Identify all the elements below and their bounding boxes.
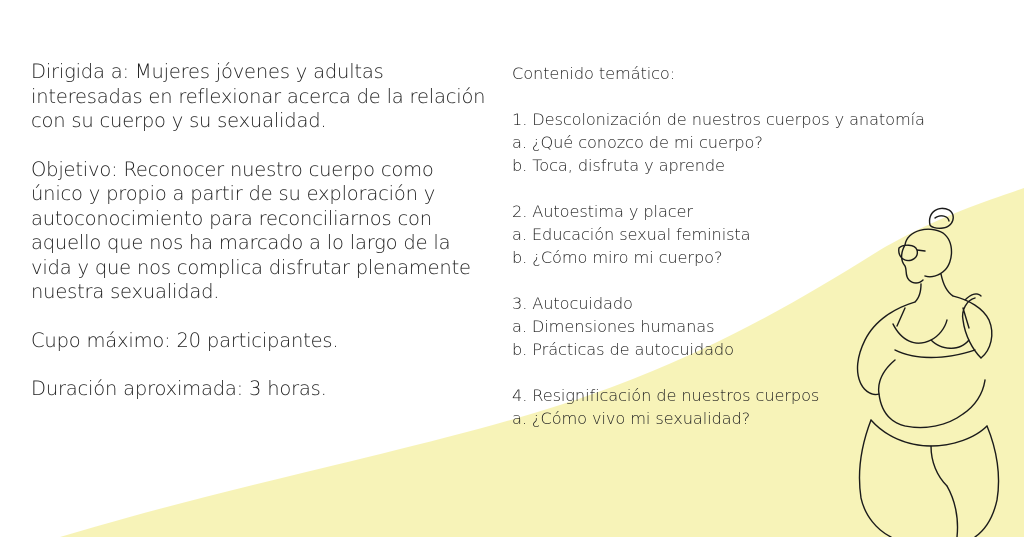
contents-heading: Contenido temático: [512, 64, 676, 83]
topic-item: a. ¿Qué conozco de mi cuerpo? [512, 133, 763, 152]
topic-section [512, 108, 982, 177]
topic-item: b. Toca, disfruta y aprende [512, 156, 725, 175]
woman-line-drawing [835, 200, 1015, 537]
details-column [31, 60, 491, 426]
duration-text: Duración aproximada: 3 horas. [31, 377, 327, 400]
topic-item: a. Dimensiones humanas [512, 317, 715, 336]
topic-title: 4. Resignificación de nuestros cuerpos [512, 386, 820, 405]
audience-text: Dirigida a: Mujeres jóvenes y adultas interesadas en reflexionar acerca de la relación con su cuerpo y su sexualidad. [31, 60, 486, 132]
topic-item: a. Educación sexual feminista [512, 225, 751, 244]
topic-title: 1. Descolonización de nuestros cuerpos y anatomía [512, 110, 925, 129]
topic-item: b. Prácticas de autocuidado [512, 340, 734, 359]
capacity-text: Cupo máximo: 20 participantes. [31, 328, 339, 352]
topic-item: a. ¿Cómo vivo mi sexualidad? [512, 409, 751, 428]
objective-text: Objetivo: Reconocer nuestro cuerpo como único y propio a partir de su exploración y autoconocimiento para reconciliarnos con aquello que nos ha marcado a lo largo de la vida y que nos complica disfrutar plenamente nuestra sexualidad. [31, 157, 471, 303]
topic-title: 2. Autoestima y placer [512, 202, 693, 221]
topic-title: 3. Autocuidado [512, 294, 633, 313]
topic-item: b. ¿Cómo miro mi cuerpo? [512, 248, 723, 267]
